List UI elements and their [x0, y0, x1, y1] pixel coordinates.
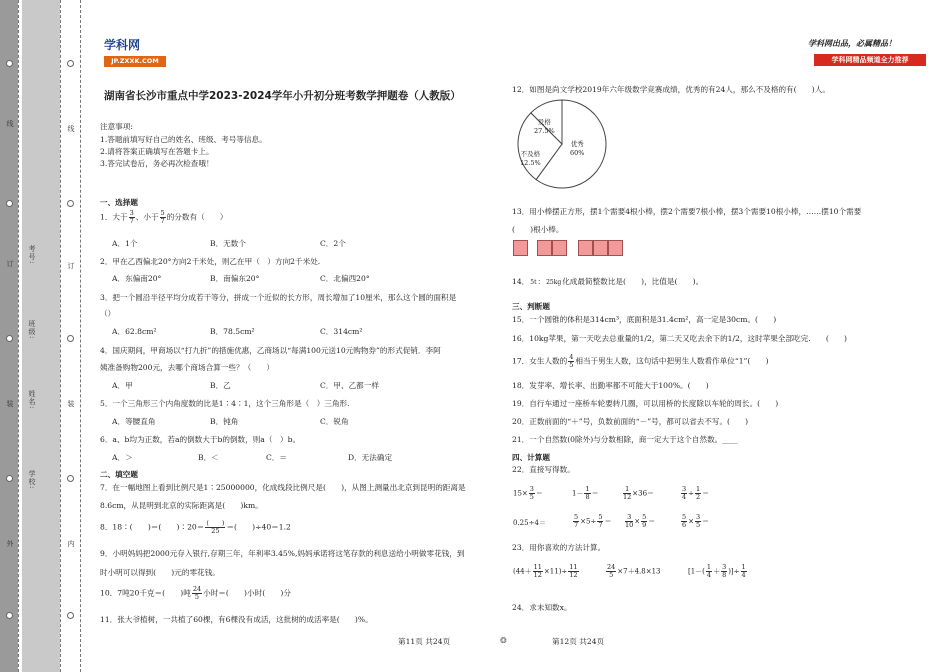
ratio-a: 5t: [530, 278, 537, 286]
frac-den: 2: [696, 493, 701, 501]
pie-label-pass: [534, 118, 555, 136]
q1-fraction: [129, 210, 135, 225]
frac-num: 3: [625, 514, 633, 522]
matchstick-square: [593, 240, 608, 256]
frac-den: 4: [706, 571, 712, 579]
pie-label-excellent: [570, 140, 584, 158]
calc-expression: [688, 564, 748, 579]
calc-fraction: [695, 514, 701, 529]
q1-text: 1．大于: [100, 212, 128, 222]
q6-option[interactable]: B．＜: [198, 453, 219, 462]
question-15: 15．一个圆锥的体积是314cm³，底面积是31.4cm²，高一定是30cm。( ): [512, 315, 777, 324]
q14-text: 14．: [512, 277, 530, 286]
school-field-label: 学校:: [28, 470, 36, 490]
ratio-b: 25kg: [546, 278, 562, 286]
frac-num: 3: [682, 485, 687, 493]
calc-fraction: [721, 564, 727, 579]
question-3-line2: （）: [100, 309, 116, 318]
frac-num: 1: [706, 563, 712, 571]
notes-item: 2.请将答案正确填写在答题卡上。: [100, 147, 214, 156]
slogan-badge: 学科网精品频道全力推荐: [814, 54, 926, 66]
calc-text: ×: [634, 517, 641, 526]
matchstick-square: [513, 240, 528, 256]
binding-label: 外: [6, 540, 14, 548]
calc-expression: [513, 564, 580, 579]
q17-text: 相当于男生人数，这句话中把男生人数看作单位“1”( ): [575, 356, 769, 366]
calc-item: [680, 486, 709, 501]
question-11: 11．张大爷植树，一共植了60棵，有6棵没有成活，这批树的成活率是( )%。: [100, 615, 373, 624]
q2-option[interactable]: B．南偏东20°: [210, 274, 260, 283]
calc-fraction: [681, 486, 687, 501]
frac-num: 3: [722, 563, 727, 571]
frac-den: 7: [574, 521, 579, 529]
calc-text: ×5÷: [580, 517, 597, 526]
calc-item: [513, 486, 543, 501]
frac-den: 5: [569, 361, 574, 369]
frac-num: 1: [585, 485, 590, 493]
question-4-line2: 姨准备购物200元，去哪个商场合算一些？（ ）: [100, 363, 274, 372]
question-3: 3．把一个圆沿半径平均分成若干等分，拼成一个近似的长方形，周长增加了10厘米，那么这个圆的面积是: [100, 293, 457, 302]
question-8: [100, 520, 291, 535]
matchstick-square: [578, 240, 593, 256]
question-13-line2: ( )根小棒。: [512, 225, 564, 234]
calc-text: ＝: [702, 489, 710, 498]
q5-option[interactable]: B．钝角: [210, 417, 239, 426]
binding-hole: [6, 200, 13, 207]
frac-num: 1: [741, 563, 746, 571]
frac-den: 6: [682, 521, 687, 529]
calc-fraction: [625, 514, 633, 529]
section-heading-calc: 四、计算题: [512, 453, 550, 462]
frac-den: 8: [585, 493, 590, 501]
q4-option[interactable]: C．甲、乙都一样: [320, 381, 379, 390]
question-16: 16．10kg苹果，第一天吃去总重量的1/2，第二天又吃去余下的1/2，这时苹果全部吃完. ( ): [512, 334, 847, 343]
pie-slice-pct: 12.5%: [520, 159, 541, 167]
question-2: 2．甲在乙西偏北20°方向2千米处，则乙在甲（ ）方向2千米处.: [100, 257, 321, 266]
q1-text: 的分数有（ ）: [166, 212, 228, 222]
logo-text: 学科网: [104, 38, 141, 52]
binding-hole: [6, 612, 13, 619]
page-number-left: 第11页 共24页: [398, 637, 451, 646]
calc-text: ×36＝: [632, 489, 655, 498]
calc-text: [1－(: [688, 567, 705, 576]
q5-option[interactable]: A．等腰直角: [112, 417, 156, 426]
question-12: 12．如图是尚文学校2019年六年级数学竞赛成绩，优秀的有24人，那么不及格的有( )人。: [512, 85, 830, 94]
q5-option[interactable]: C．锐角: [320, 417, 349, 426]
notes-item: 1.答题前填写好自己的姓名、班级、考号等信息。: [100, 135, 267, 144]
logo-badge: JP.ZXXK.COM: [104, 56, 166, 67]
frac-num: 4: [569, 353, 574, 361]
frac-num: 1: [696, 485, 701, 493]
calc-text: ×: [688, 517, 695, 526]
matchstick-square: [537, 240, 552, 256]
q1-option[interactable]: B．无数个: [210, 239, 246, 248]
binding-label: 线: [6, 120, 14, 128]
question-17: [512, 354, 769, 369]
q8-text: ＝( )÷40＝1.2: [226, 522, 291, 532]
binding-hole: [67, 475, 74, 482]
calc-item: 0.25÷4＝: [513, 519, 546, 527]
frac-num: 5: [574, 513, 579, 521]
frac-den: 7: [598, 521, 603, 529]
q2-option[interactable]: C．北偏西20°: [320, 274, 370, 283]
binding-label: 订: [6, 260, 14, 268]
pie-slice-pct: 27.5%: [534, 127, 555, 135]
notes-heading: 注意事项:: [100, 122, 133, 131]
pie-slice-label: 优秀: [570, 140, 584, 148]
binding-hole: [6, 60, 13, 67]
calc-expression: [605, 564, 661, 579]
calc-text: 15×: [513, 489, 528, 498]
q6-option[interactable]: C．＝: [266, 453, 287, 462]
question-18: 18．发芽率、增长率、出勤率都不可能大于100%。( ): [512, 381, 709, 390]
question-10: [100, 586, 291, 601]
frac-den: 25: [211, 527, 220, 535]
calc-fraction: [606, 564, 616, 579]
frac-den: 9: [642, 521, 647, 529]
frac-num: 24: [192, 585, 202, 593]
binding-label: 装: [6, 400, 14, 408]
q3-option[interactable]: B．78.5cm²: [210, 327, 255, 336]
frac-num: 24: [607, 563, 616, 571]
calc-text: (44＋: [513, 567, 532, 576]
binding-hole: [6, 335, 13, 342]
calc-fraction: [597, 514, 603, 529]
q1-fraction: [160, 210, 166, 225]
pie-chart: [510, 96, 610, 192]
pie-slices: [518, 100, 606, 188]
frac-num: ( ): [206, 519, 225, 527]
frac-num: 11: [533, 563, 542, 571]
frac-den: 12: [569, 571, 578, 579]
frac-den: 4: [741, 571, 746, 579]
calc-text: ＝: [604, 517, 612, 526]
calc-text: ×7＋4.8×13: [617, 567, 661, 576]
q14-text: 化成最简整数比是( )，比值是( )。: [562, 277, 704, 286]
q2-option[interactable]: A．东偏南20°: [112, 274, 162, 283]
calc-fraction: [706, 564, 712, 579]
q4-option[interactable]: A．甲: [112, 381, 133, 390]
frac-num: 3: [129, 209, 134, 217]
calc-item: [622, 486, 654, 501]
calc-item: [680, 514, 709, 529]
pie-slice-label: 不及格: [520, 150, 541, 158]
binding-label: 内: [67, 540, 75, 548]
frac-den: 8: [722, 571, 727, 579]
calc-text: ÷: [688, 489, 695, 498]
calc-text: ＝: [702, 517, 710, 526]
frac-den: 12: [533, 571, 542, 579]
q17-fraction: [568, 354, 574, 369]
calc-text: ＝: [648, 517, 656, 526]
class-field-label: 班级:: [28, 320, 36, 340]
calc-item: [572, 514, 611, 529]
question-9: 9．小明妈妈把2000元存入银行,存期三年，年利率3.45%,妈妈承诺将这笔存款的利息送给小明做零花钱，到: [100, 549, 465, 558]
frac-den: 7: [160, 217, 165, 225]
binding-dash-line: [60, 0, 61, 672]
frac-den: 4: [682, 493, 687, 501]
pie-slice-pct: 60%: [570, 149, 585, 157]
question-4: 4．国庆期间，甲商场以“打九折”的措施优惠，乙商场以“每满100元送10元购物券”的形式促销．李阿: [100, 346, 441, 355]
frac-den: 5: [609, 571, 614, 579]
section-heading-choice: 一、选择题: [100, 198, 138, 207]
frac-num: 5: [598, 513, 603, 521]
pie-slice-label: 及格: [537, 118, 551, 126]
question-9-line2: 时小明可以得到( )元的零花钱。: [100, 568, 220, 577]
calc-fraction: [568, 564, 578, 579]
calc-fraction: [533, 564, 543, 579]
q10-fraction: [192, 586, 202, 601]
zxxk-logo: [104, 36, 168, 68]
q6-option[interactable]: A．＞: [112, 453, 133, 462]
calc-text: ×11)÷: [543, 567, 568, 576]
calc-text: ＝: [535, 489, 543, 498]
notes-item: 3.答完试卷后，务必再次检查哦！: [100, 159, 214, 168]
frac-den: 5: [529, 493, 534, 501]
binding-label: 装: [67, 400, 75, 408]
frac-den: 10: [625, 521, 634, 529]
q14-ratio: [546, 279, 561, 286]
q10-text: 10．7吨20千克＝( )吨: [100, 588, 191, 598]
calc-fraction: [681, 514, 687, 529]
calc-item: [624, 514, 655, 529]
binding-label: 订: [67, 262, 75, 270]
q8-fraction: [205, 520, 225, 535]
binding-hole: [67, 60, 74, 67]
calc-text: )]÷: [728, 567, 740, 576]
question-24: 24．求未知数x。: [512, 603, 572, 612]
name-field-label: 姓名:: [28, 390, 36, 410]
q14-ratio: [530, 279, 536, 286]
section-heading-judge: 三、判断题: [512, 302, 550, 311]
question-1: [100, 210, 227, 225]
q3-option[interactable]: C．314cm²: [320, 327, 363, 336]
q1-option[interactable]: C．2个: [320, 239, 346, 248]
q8-text: 8．18∶( )＝( )∶20＝: [100, 522, 205, 532]
question-19: 19．自行车通过一座桥车轮要转几圈，可以用桥的长度除以车轮的周长。( ): [512, 399, 779, 408]
frac-den: 7: [129, 217, 134, 225]
question-20: 20．正数前面的“＋”号，负数前面的“－”号，都可以省去不写。( ): [512, 417, 749, 426]
q3-option[interactable]: A．62.8cm²: [112, 327, 157, 336]
binding-hole: [6, 475, 13, 482]
question-21: 21．一个自然数(0除外)与分数相除，商一定大于这个自然数。____: [512, 435, 738, 444]
frac-num: 5: [642, 513, 647, 521]
binding-dash-line: [80, 0, 81, 672]
calc-text: 1－: [572, 489, 584, 498]
q17-text: 17．女生人数的: [512, 356, 568, 366]
frac-num: 3: [696, 513, 701, 521]
question-7-line2: 8.6cm，从昆明到北京的实际距离是( )km。: [100, 501, 263, 510]
frac-num: 5: [682, 513, 687, 521]
q4-option[interactable]: B．乙: [210, 381, 231, 390]
calc-fraction: [573, 514, 579, 529]
question-23: 23．用你喜欢的方法计算。: [512, 543, 606, 552]
matchstick-square: [552, 240, 567, 256]
calc-fraction: [641, 514, 647, 529]
calc-text: ＋: [713, 567, 721, 576]
calc-fraction: [623, 486, 631, 501]
matchstick-square: [608, 240, 623, 256]
binding-label: 线: [67, 125, 75, 133]
frac-den: 5: [696, 521, 701, 529]
binding-hole: [67, 612, 74, 619]
binding-dash-line: [18, 0, 19, 672]
calc-fraction: [741, 564, 747, 579]
frac-den: 5: [194, 593, 200, 601]
question-5: 5．一个三角形三个内角度数的比是1∶4∶1，这个三角形是（ ）三角形.: [100, 399, 350, 408]
question-6: 6．a、b均为正数，若a的倒数大于b的倒数，则a（ ）b。: [100, 435, 301, 444]
page-divider-icon: ❂: [500, 636, 507, 645]
question-14: 14． 5t ： 25kg 化成最简整数比是( )，比值是( )。: [512, 277, 704, 286]
page-title: 湖南省长沙市重点中学2023-2024学年小升初分班考数学押题卷（人教版）: [104, 90, 461, 102]
q10-text: 小时＝( )小时( )分: [203, 588, 291, 598]
question-22: 22．直接写得数。: [512, 465, 575, 474]
q1-option[interactable]: A．1个: [112, 239, 138, 248]
frac-den: 12: [623, 493, 632, 501]
pie-label-fail: [520, 150, 541, 168]
page-number-right: 第12页 共24页: [552, 637, 605, 646]
calc-fraction: [695, 486, 701, 501]
section-heading-fill: 二、填空题: [100, 470, 138, 479]
frac-num: 5: [160, 209, 165, 217]
slogan: 学科网出品，必属精品！: [808, 38, 896, 48]
frac-num: 11: [569, 563, 578, 571]
number-field-label: 考号:: [28, 245, 36, 265]
q1-text: 、小于: [135, 212, 159, 222]
calc-text: ＝: [591, 489, 599, 498]
frac-num: 3: [529, 485, 534, 493]
binding-hole: [67, 335, 74, 342]
calc-fraction: [584, 486, 590, 501]
frac-num: 1: [623, 486, 631, 494]
question-7: 7．在一幅地图上看到比例尺是1∶25000000，化成线段比例尺是( )，从图上测量出北京到昆明的距离是: [100, 483, 466, 492]
calc-fraction: [529, 486, 535, 501]
binding-hole: [67, 200, 74, 207]
q6-option[interactable]: D．无法确定: [348, 453, 393, 462]
calc-item: [572, 486, 599, 501]
question-13: 13．用小棒摆正方形，摆1个需要4根小棒，摆2个需要7根小棒，摆3个需要10根小棒，……摆10个需要: [512, 207, 862, 216]
